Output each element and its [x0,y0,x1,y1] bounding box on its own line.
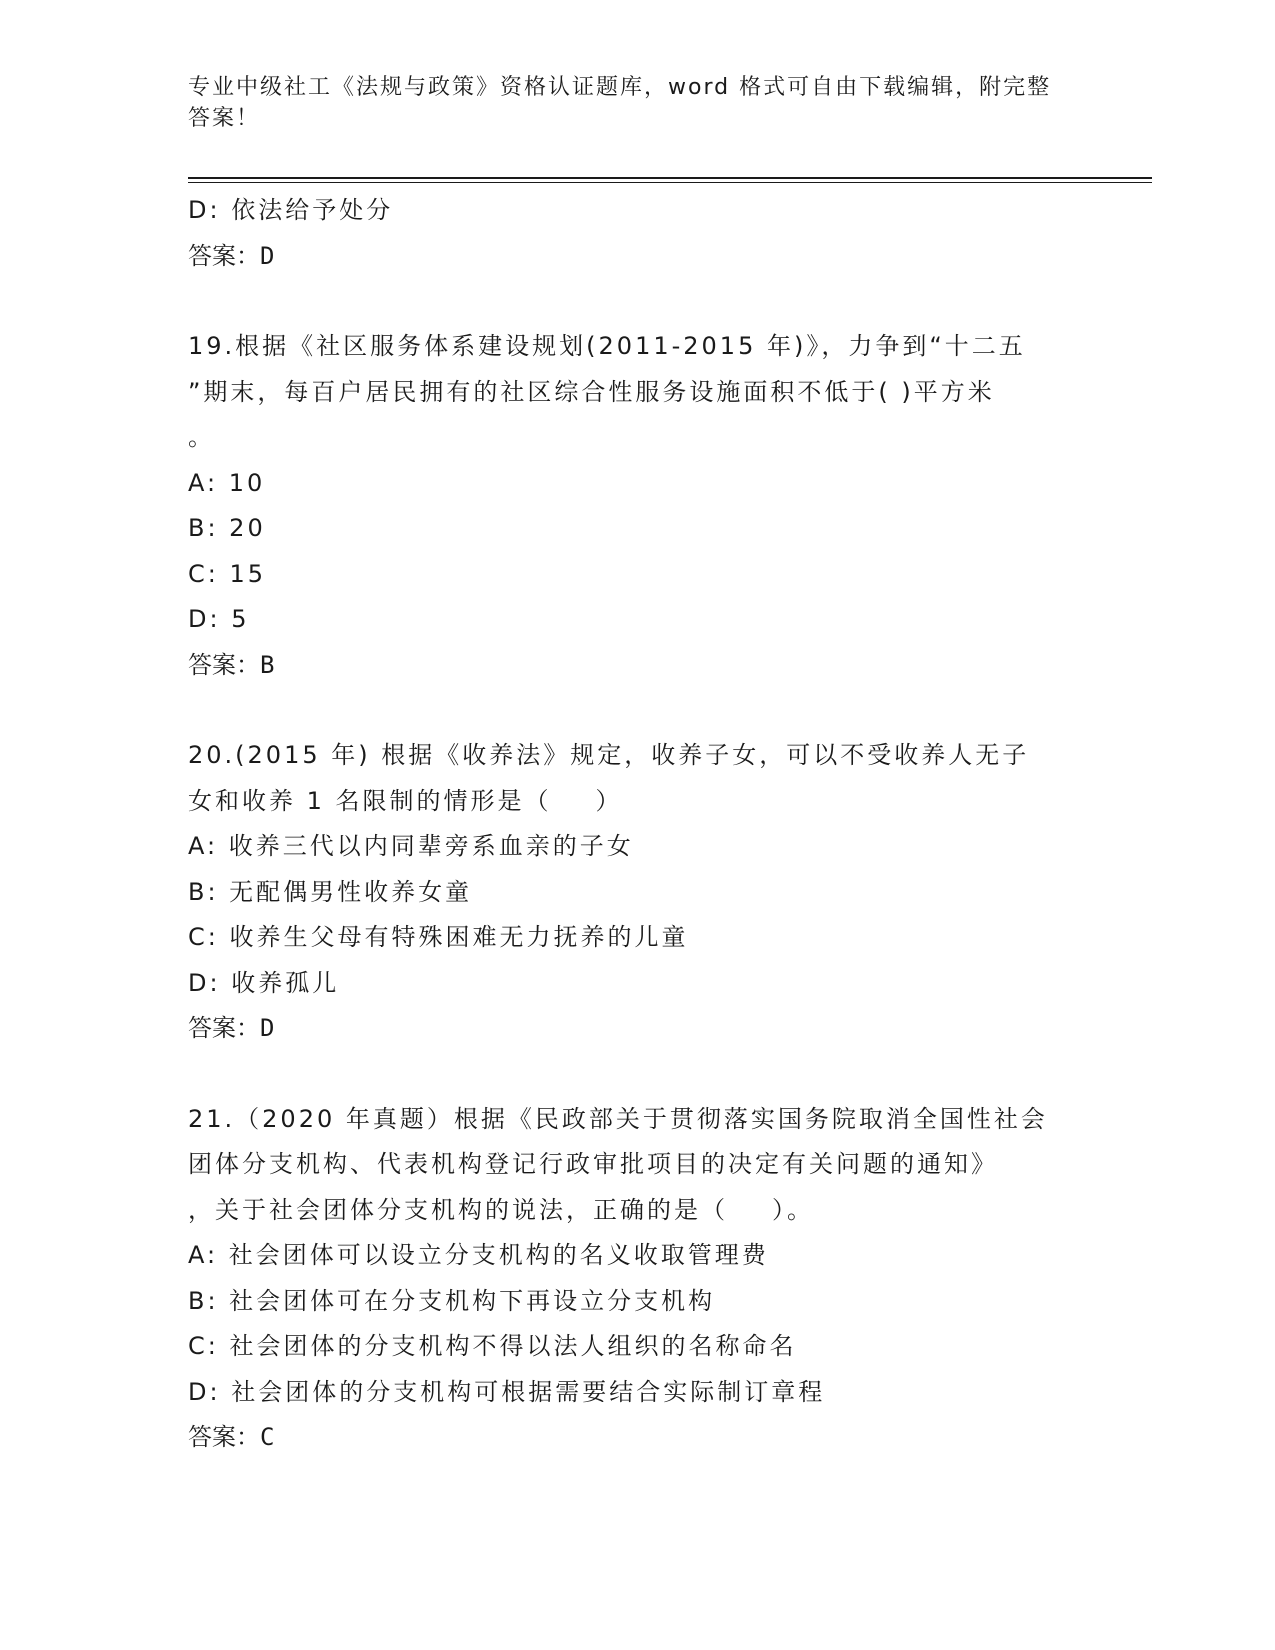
question-21-answer: 答案：C [188,1423,275,1451]
question-21-option-b: B: 社会团体可在分支机构下再设立分支机构 [188,1286,716,1315]
question-20-answer: 答案：D [188,1014,275,1042]
question-21-stem-line-1: 21.（2020 年真题）根据《民政部关于贯彻落实国务院取消全国性社会 [188,1104,1048,1133]
header-line-1: 专业中级社工《法规与政策》资格认证题库，word 格式可自由下载编辑，附完整 [188,75,1052,100]
header-divider-thick [188,177,1152,179]
question-20-option-d: D: 收养孤儿 [188,968,340,997]
question-19-option-c: C: 15 [188,559,267,588]
prev-option-d: D: 依法给予处分 [188,196,394,224]
question-21-stem-line-3-text: ，关于社会团体分支机构的说法，正确的是（ [188,1195,728,1224]
question-20-stem-line-1: 20.(2015 年) 根据《收养法》规定，收养子女，可以不受收养人无子 [188,741,1030,769]
question-19-option-d: D: 5 [188,605,250,633]
question-21-option-a: A: 社会团体可以设立分支机构的名义收取管理费 [188,1241,769,1269]
question-19-option-b: B: 20 [188,514,266,542]
question-21 [188,1097,1088,1461]
question-21-stem-line-3-close: ）。 [772,1195,814,1224]
question-19-answer: 答案：B [188,650,275,679]
header-divider-thin [188,182,1152,183]
question-21-option-c: C: 社会团体的分支机构不得以法人组织的名称命名 [188,1332,797,1360]
question-21-option-d: D: 社会团体的分支机构可根据需要结合实际制订章程 [188,1377,826,1406]
question-19 [188,324,1088,688]
question-20-option-b: B: 无配偶男性收养女童 [188,877,473,906]
question-20-stem-line-2-close: ） [595,786,623,815]
question-19-stem-line-3: 。 [188,423,215,451]
question-19-option-a: A: 10 [188,468,266,497]
question-21-stem-line-3 [188,1188,1088,1234]
question-20-option-a: A: 收养三代以内同辈旁系血亲的子女 [188,832,634,860]
prev-answer: 答案：D [188,241,275,270]
header-line-2: 答案！ [188,106,261,131]
question-20 [188,733,1088,1052]
question-19-stem-line-1: 19.根据《社区服务体系建设规划(2011-2015 年)》，力争到“十二五 [188,332,1026,360]
question-20-option-c: C: 收养生父母有特殊困难无力抚养的儿童 [188,923,689,951]
question-20-stem-line-2-text: 女和收养 1 名限制的情形是（ [188,786,552,815]
question-20-stem-line-2 [188,779,1088,825]
question-content [188,188,1088,1461]
document-header [188,72,1088,134]
question-21-stem-line-2: 团体分支机构、代表机构登记行政审批项目的决定有关问题的通知》 [188,1150,998,1178]
question-19-stem-line-2: ”期末，每百户居民拥有的社区综合性服务设施面积不低于( )平方米 [188,377,995,406]
